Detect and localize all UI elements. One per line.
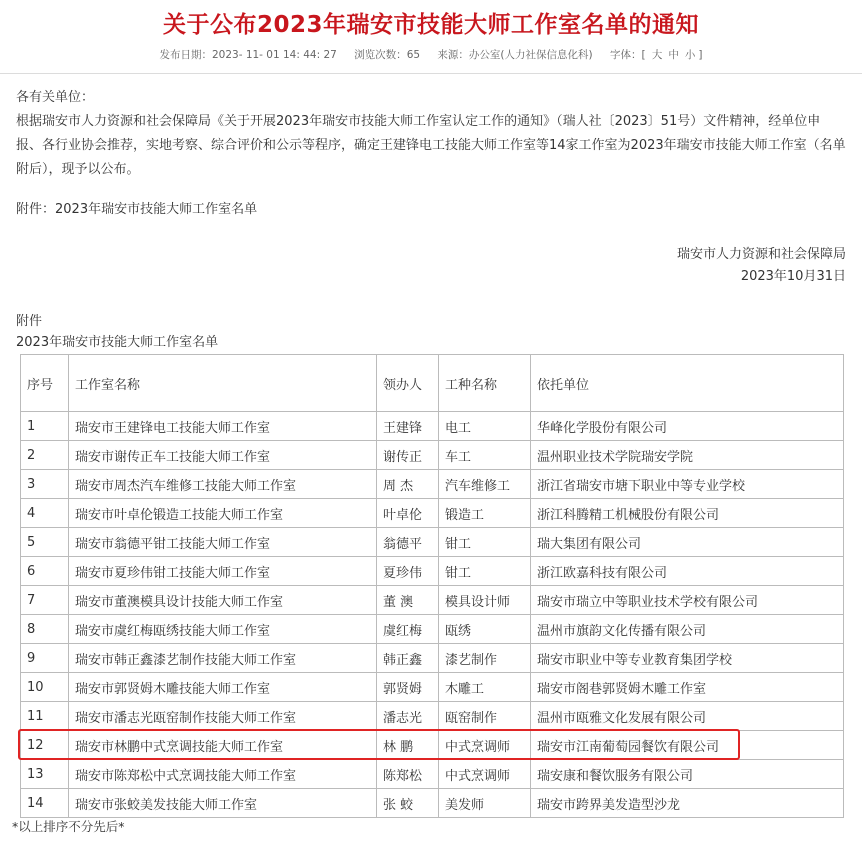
cell-unit: 瑞安康和餐饮服务有限公司 [531,760,844,789]
font-size-close-bracket: ] [698,49,703,61]
cell-unit: 温州市旗韵文化传播有限公司 [531,615,844,644]
cell-trade: 瓯窑制作 [439,702,531,731]
view-count-label: 浏览次数： [354,49,407,61]
notice-paragraph: 根据瑞安市人力资源和社会保障局《关于开展2023年瑞安市技能大师工作室认定工作的通知》（瑞人社〔2023〕51号）文件精神，经单位申报、各行业协会推荐，实地考察、综合评价和公示等程序，确定王建锋电工技能大师工作室等14家工作室为2023年瑞安市技能大师工作室（名单附后），现予以公布。 [16,114,846,177]
view-count-value: 65 [406,49,421,61]
cell-unit: 瑞安市瑞立中等职业技术学校有限公司 [531,586,844,615]
article-source [437,49,592,61]
cell-leader: 韩正鑫 [377,644,439,673]
cell-studio-name: 瑞安市谢传正车工技能大师工作室 [69,441,377,470]
row-12-highlight-box [18,729,740,760]
cell-row-no: 12 [21,731,69,760]
cell-studio-name: 瑞安市潘志光瓯窑制作技能大师工作室 [69,702,377,731]
cell-studio-name: 瑞安市林鹏中式烹调技能大师工作室 [69,731,377,760]
cell-studio-name: 瑞安市韩正鑫漆艺制作技能大师工作室 [69,644,377,673]
publish-date-value: 2023- 11- 01 14: 44: 27 [211,49,337,61]
table-footnote: *以上排序不分先后* [12,819,125,834]
cell-studio-name: 瑞安市叶卓伦锻造工技能大师工作室 [69,499,377,528]
cell-row-no: 5 [21,528,69,557]
table-header-row [21,355,844,412]
cell-unit: 温州职业技术学院瑞安学院 [531,441,844,470]
cell-studio-name: 瑞安市虞红梅瓯绣技能大师工作室 [69,615,377,644]
cell-row-no: 1 [21,412,69,441]
cell-studio-name: 瑞安市董澳模具设计技能大师工作室 [69,586,377,615]
source-value: 办公室(人力社保信息化科) [468,49,593,61]
signature-org: 瑞安市人力资源和社会保障局 [676,247,846,262]
font-size-open-bracket: [ [641,49,646,61]
cell-unit: 浙江欧嘉科技有限公司 [531,557,844,586]
cell-leader: 叶卓伦 [377,499,439,528]
table-row [21,789,844,818]
cell-leader: 陈郑松 [377,760,439,789]
header-studio-name: 工作室名称 [69,355,377,412]
cell-studio-name: 瑞安市夏珍伟钳工技能大师工作室 [69,557,377,586]
cell-leader: 董 澳 [377,586,439,615]
cell-trade: 漆艺制作 [439,644,531,673]
header-no: 序号 [21,355,69,412]
cell-unit: 华峰化学股份有限公司 [531,412,844,441]
cell-leader: 翁德平 [377,528,439,557]
table-row [21,499,844,528]
cell-leader: 周 杰 [377,470,439,499]
cell-studio-name: 瑞安市翁德平钳工技能大师工作室 [69,528,377,557]
cell-unit: 浙江省瑞安市塘下职业中等专业学校 [531,470,844,499]
cell-trade: 钳工 [439,557,531,586]
table-row [21,528,844,557]
cell-row-no: 6 [21,557,69,586]
table-row [21,702,844,731]
cell-unit: 瑞安市江南葡萄园餐饮有限公司 [531,731,844,760]
cell-trade: 瓯绣 [439,615,531,644]
cell-leader: 谢传正 [377,441,439,470]
cell-unit: 瑞安市阁巷郭贤姆木雕工作室 [531,673,844,702]
table-row [21,760,844,789]
cell-unit: 瑞大集团有限公司 [531,528,844,557]
table-row [21,615,844,644]
cell-leader: 郭贤姆 [377,673,439,702]
table-row [21,557,844,586]
appendix-title: 2023年瑞安市技能大师工作室名单 [16,335,219,350]
cell-unit: 浙江科腾精工机械股份有限公司 [531,499,844,528]
cell-leader: 王建锋 [377,412,439,441]
font-size-label: 字体： [609,49,642,61]
source-label: 来源： [437,49,469,61]
font-size-large-link[interactable]: 大 [651,49,663,61]
cell-row-no: 10 [21,673,69,702]
cell-row-no: 14 [21,789,69,818]
cell-trade: 中式烹调师 [439,760,531,789]
cell-studio-name: 瑞安市郭贤姆木雕技能大师工作室 [69,673,377,702]
cell-trade: 模具设计师 [439,586,531,615]
cell-row-no: 7 [21,586,69,615]
cell-unit: 瑞安市跨界美发造型沙龙 [531,789,844,818]
header-leader: 领办人 [377,355,439,412]
view-count [354,49,420,61]
cell-leader: 林 鹏 [377,731,439,760]
cell-row-no: 13 [21,760,69,789]
table-row [21,673,844,702]
cell-trade: 美发师 [439,789,531,818]
header-trade: 工种名称 [439,355,531,412]
table-row [21,470,844,499]
salutation: 各有关单位： [16,90,95,105]
cell-trade: 汽车维修工 [439,470,531,499]
table-row [21,412,844,441]
cell-leader: 夏珍伟 [377,557,439,586]
article-meta [0,47,862,62]
attachment-note: 附件：2023年瑞安市技能大师工作室名单 [16,202,258,217]
table-row [21,586,844,615]
cell-trade: 木雕工 [439,673,531,702]
font-size-medium-link[interactable]: 中 [668,49,679,61]
cell-leader: 潘志光 [377,702,439,731]
cell-studio-name: 瑞安市张蛟美发技能大师工作室 [69,789,377,818]
publish-date-label: 发布日期： [159,49,212,61]
cell-trade: 车工 [439,441,531,470]
signature-date: 2023年10月31日 [740,269,846,284]
cell-row-no: 11 [21,702,69,731]
header-divider [0,73,862,74]
cell-row-no: 3 [21,470,69,499]
cell-leader: 张 蛟 [377,789,439,818]
table-row [21,644,844,673]
font-size-control [610,49,703,61]
cell-studio-name: 瑞安市陈郑松中式烹调技能大师工作室 [69,760,377,789]
font-size-small-link[interactable]: 小 [684,49,696,61]
cell-row-no: 2 [21,441,69,470]
cell-row-no: 4 [21,499,69,528]
table-row [21,441,844,470]
cell-trade: 电工 [439,412,531,441]
cell-studio-name: 瑞安市周杰汽车维修工技能大师工作室 [69,470,377,499]
cell-studio-name: 瑞安市王建锋电工技能大师工作室 [69,412,377,441]
cell-unit: 瑞安市职业中等专业教育集团学校 [531,644,844,673]
cell-row-no: 8 [21,615,69,644]
cell-trade: 锻造工 [439,499,531,528]
publish-date [159,49,336,61]
cell-leader: 虞红梅 [377,615,439,644]
cell-trade: 钳工 [439,528,531,557]
cell-unit: 温州市瓯雅文化发展有限公司 [531,702,844,731]
header-unit: 依托单位 [531,355,844,412]
appendix-label: 附件 [16,314,43,329]
page-title: 关于公布2023年瑞安市技能大师工作室名单的通知 [162,12,699,38]
cell-row-no: 9 [21,644,69,673]
cell-trade: 中式烹调师 [439,731,531,760]
